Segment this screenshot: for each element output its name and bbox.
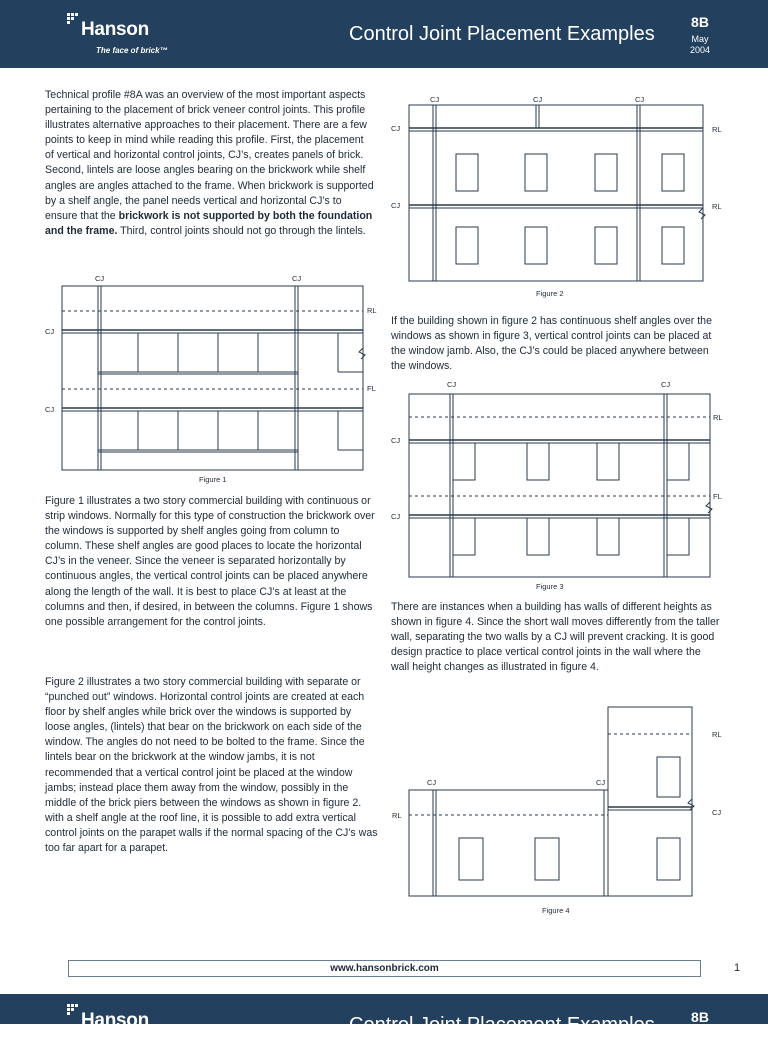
fig4-cj-label: CJ [596,778,606,787]
profile-number: 8B [691,14,709,30]
page-title: Control Joint Placement Examples [349,1014,655,1036]
issue-date [682,34,718,56]
fig1-rl-label: RL [367,306,377,315]
logo-dots-icon [67,1004,81,1018]
fig1-cj-label: CJ [45,405,55,414]
fig2-cj-label: CJ [430,95,440,104]
intro-paragraph [45,88,375,239]
figure-4-paragraph [391,600,721,675]
fig1-cj-label: CJ [292,274,302,283]
fig2-rl-label: RL [712,202,722,211]
figure-1-paragraph [45,494,375,630]
fig2-cj-label: CJ [391,124,401,133]
figure-3 [388,378,730,582]
page-title: Control Joint Placement Examples [349,23,655,45]
brand-name: Hanson [81,19,149,40]
fig2-cj-label: CJ [533,95,543,104]
footer-url[interactable]: www.hansonbrick.com [68,960,701,977]
figure-2-text: Figure 2 illustrates a two story commercial building with separate or “punched out” windows. Horizontal control joints are created at each floor by shelf angles while brick over the windows is supported by loose angles, (lintels) that bear on the brickwork on each side of the window. The angles do not need to be bolted to the frame. Since the lintels bear on the brickwork at the window jambs, it is not recommended that a vertical control joint be placed at the window jambs; instead place them away from the window, possibly in the middle of the brick piers between the windows as shown in figure 2. with a shelf angle at the roof line, it is possible to add extra vertical control joints on the parapet walls if the normal spacing of the CJ’s was too far apart for a parapet. [45,676,378,855]
figure-1 [40,272,380,484]
figure-1-text: Figure 1 illustrates a two story commercial building with continuous or strip windows. Normally for this type of construction the brickwork over the windows is supported by shelf angles going from column to column. These shelf angles are good places to locate the horizontal CJ’s in the veneer. Since the veneer is separated horizontally by continuous angles, the vertical control joints can be placed anywhere along the length of the wall. It is best to place CJ’s at least at the columns and then, if desired, in between the columns. Figure 1 shows one possible arrangement for the control joints. [45,495,375,628]
page-number: 1 [734,962,741,974]
figure-3-paragraph [391,314,721,374]
fig1-cj-label: CJ [95,274,105,283]
figure-4 [388,703,730,899]
fig2-cj-label: CJ [635,95,645,104]
header-band [0,0,768,68]
fig2-cj-label: CJ [391,201,401,210]
intro-text-a: Technical profile #8A was an overview of the most important aspects pertaining to the placement of brick veneer control joints. This profile illustrates alternative approaches to their placement. There are a few points to keep in mind while reading this profile. First, the placement of vertical and horizontal control joints, CJ’s, creates panels of brick. Second, lintels are loose angles bearing on the brickwork while shelf angles are angles attached to the frame. When brickwork is supported by a shelf angle, the panel needs vertical and horizontal CJ’s to ensure that the [45,89,374,222]
brand-name: Hanson [81,1010,149,1031]
fig4-cj-label: CJ [712,808,722,817]
fig3-cj-label: CJ [661,380,671,389]
brand-tagline: The face of brick™ [96,46,168,55]
issue-month: May [691,34,709,44]
fig1-fl-label: FL [367,384,376,393]
fig3-cj-label: CJ [391,512,401,521]
fig4-cj-label: CJ [427,778,437,787]
figure-4-text: There are instances when a building has walls of different heights as shown in figure 4. Since the short wall moves differently from the taller wall, separating the two walls by a CJ will prevent cracking. It is good design practice to place vertical control joints in the wall where the wall height changes as illustrated in figure 4. [391,601,720,674]
next-page-header-band [0,994,768,1036]
fig3-rl-label: RL [713,413,723,422]
intro-text-b: Third, control joints should not go through the lintels. [117,224,366,237]
fig4-rl-label: RL [392,811,402,820]
figure-1-caption: Figure 1 [199,475,227,484]
fig3-fl-label: FL [713,492,722,501]
fig1-cj-label: CJ [45,327,55,336]
figure-2-caption: Figure 2 [536,289,564,298]
profile-number: 8B [691,1009,709,1025]
figure-2-paragraph [45,675,379,856]
figure-4-caption: Figure 4 [542,906,570,915]
fig3-cj-label: CJ [447,380,457,389]
fig3-cj-label: CJ [391,436,401,445]
figure-3-text: If the building shown in figure 2 has continuous shelf angles over the windows as shown in figure 3, vertical control joints can be placed at the window jamb. Also, the CJ’s could be placed anywhere between the windows. [391,315,712,373]
logo-dots-icon [67,13,81,27]
figure-3-caption: Figure 3 [536,582,564,591]
fig2-rl-label: RL [712,125,722,134]
fig4-rl-label: RL [712,730,722,739]
intro-emphasis: brickwork is not supported by both the foundation and the frame. [45,209,373,237]
issue-year: 2004 [689,45,711,55]
figure-2 [388,94,730,286]
